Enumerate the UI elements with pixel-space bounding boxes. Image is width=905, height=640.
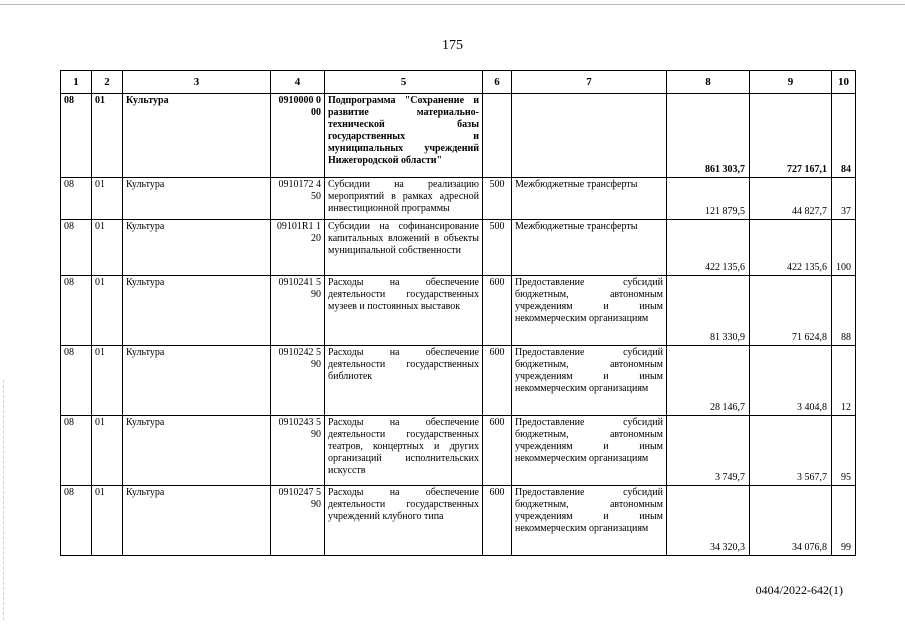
col-header: 10: [832, 71, 856, 94]
target-article-code: 0910172 450: [271, 178, 325, 220]
planned-amount: 121 879,5: [667, 178, 750, 220]
execution-percent: 95: [832, 416, 856, 486]
actual-amount: 34 076,8: [750, 486, 832, 556]
expense-description: Расходы на обеспечение деятельности государственных учреждений клубного типа: [325, 486, 483, 556]
col-header: 3: [123, 71, 271, 94]
target-article-code: 0910000 000: [271, 94, 325, 178]
expense-type-code: 600: [483, 346, 512, 416]
expense-type-name: Межбюджетные трансферты: [512, 178, 667, 220]
section-code: 08: [61, 276, 92, 346]
expense-type-code: 600: [483, 416, 512, 486]
execution-percent: 99: [832, 486, 856, 556]
section-code: 08: [61, 416, 92, 486]
execution-percent: 37: [832, 178, 856, 220]
section-name: Культура: [123, 94, 271, 178]
expense-type-code: 500: [483, 178, 512, 220]
planned-amount: 28 146,7: [667, 346, 750, 416]
table-row: [61, 416, 856, 486]
expense-type-code: 600: [483, 486, 512, 556]
expense-description: Расходы на обеспечение деятельности государственных театров, концертных и других организаций исполнительских искусств: [325, 416, 483, 486]
section-code: 08: [61, 486, 92, 556]
subsection-code: 01: [92, 276, 123, 346]
planned-amount: 3 749,7: [667, 416, 750, 486]
expense-description: Субсидии на реализацию мероприятий в рамках адресной инвестиционной программы: [325, 178, 483, 220]
actual-amount: 3 567,7: [750, 416, 832, 486]
col-header: 8: [667, 71, 750, 94]
section-name: Культура: [123, 486, 271, 556]
target-article-code: 09101R1 120: [271, 220, 325, 276]
table-row: [61, 486, 856, 556]
expense-type-name: [512, 94, 667, 178]
expense-type-name: Межбюджетные трансферты: [512, 220, 667, 276]
expense-type-code: [483, 94, 512, 178]
expense-type-code: 600: [483, 276, 512, 346]
subsection-code: 01: [92, 346, 123, 416]
subsection-code: 01: [92, 486, 123, 556]
section-name: Культура: [123, 416, 271, 486]
expense-description: Расходы на обеспечение деятельности государственных библиотек: [325, 346, 483, 416]
table-row-subprogram: [61, 94, 856, 178]
expense-type-name: Предоставление субсидий бюджетным, автономным учреждениям и иным некоммерческим организациям: [512, 276, 667, 346]
section-code: 08: [61, 94, 92, 178]
execution-percent: 100: [832, 220, 856, 276]
actual-amount: 44 827,7: [750, 178, 832, 220]
top-border-line: [0, 4, 905, 5]
target-article-code: 0910241 590: [271, 276, 325, 346]
actual-amount: 422 135,6: [750, 220, 832, 276]
col-header: 1: [61, 71, 92, 94]
target-article-code: 0910243 590: [271, 416, 325, 486]
expense-type-name: Предоставление субсидий бюджетным, автономным учреждениям и иным некоммерческим организациям: [512, 346, 667, 416]
planned-amount: 81 330,9: [667, 276, 750, 346]
section-code: 08: [61, 178, 92, 220]
subsection-code: 01: [92, 416, 123, 486]
table-header-row: [61, 71, 856, 94]
actual-amount: 71 624,8: [750, 276, 832, 346]
expense-type-name: Предоставление субсидий бюджетным, автономным учреждениям и иным некоммерческим организациям: [512, 486, 667, 556]
expense-description: Субсидии на софинансирование капитальных вложений в объекты муниципальной собственности: [325, 220, 483, 276]
section-name: Культура: [123, 346, 271, 416]
target-article-code: 0910247 590: [271, 486, 325, 556]
subsection-code: 01: [92, 94, 123, 178]
expense-type-code: 500: [483, 220, 512, 276]
budget-table: [60, 70, 856, 556]
actual-amount: 3 404,8: [750, 346, 832, 416]
table-row: [61, 276, 856, 346]
execution-percent: 84: [832, 94, 856, 178]
table-row: [61, 346, 856, 416]
col-header: 7: [512, 71, 667, 94]
expense-description: Подпрограмма "Сохранение и развитие материально-технической базы государственных и муниципальных учреждений Нижегородской области": [325, 94, 483, 178]
document-id: 0404/2022-642(1): [755, 583, 843, 597]
target-article-code: 0910242 590: [271, 346, 325, 416]
table-row: [61, 178, 856, 220]
section-name: Культура: [123, 276, 271, 346]
col-header: 4: [271, 71, 325, 94]
execution-percent: 12: [832, 346, 856, 416]
col-header: 6: [483, 71, 512, 94]
scan-edge-mark: [3, 380, 5, 620]
planned-amount: 422 135,6: [667, 220, 750, 276]
section-code: 08: [61, 220, 92, 276]
page-number: 175: [442, 38, 463, 53]
planned-amount: 861 303,7: [667, 94, 750, 178]
subsection-code: 01: [92, 178, 123, 220]
planned-amount: 34 320,3: [667, 486, 750, 556]
subsection-code: 01: [92, 220, 123, 276]
col-header: 5: [325, 71, 483, 94]
expense-type-name: Предоставление субсидий бюджетным, автономным учреждениям и иным некоммерческим организациям: [512, 416, 667, 486]
section-code: 08: [61, 346, 92, 416]
actual-amount: 727 167,1: [750, 94, 832, 178]
section-name: Культура: [123, 178, 271, 220]
table-row: [61, 220, 856, 276]
expense-description: Расходы на обеспечение деятельности государственных музеев и постоянных выставок: [325, 276, 483, 346]
col-header: 9: [750, 71, 832, 94]
execution-percent: 88: [832, 276, 856, 346]
section-name: Культура: [123, 220, 271, 276]
col-header: 2: [92, 71, 123, 94]
